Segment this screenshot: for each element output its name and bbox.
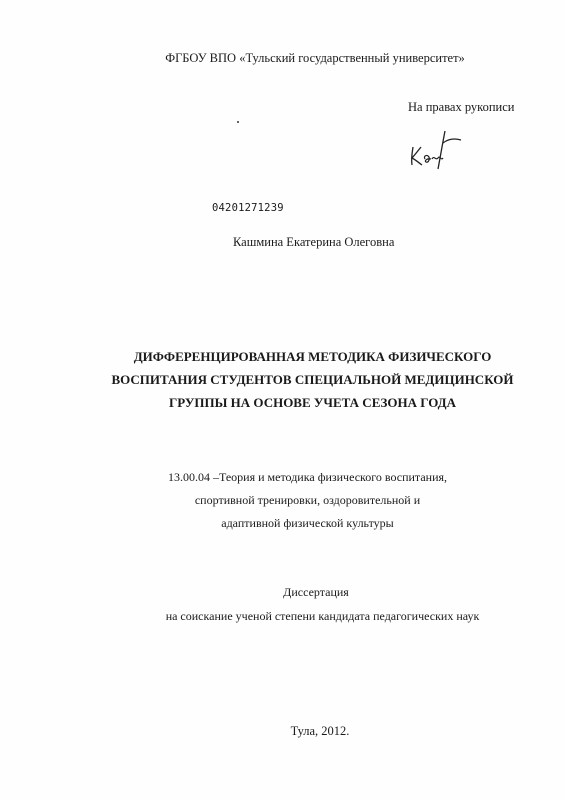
author-name: Кашмина Екатерина Олеговна bbox=[233, 235, 395, 249]
handwritten-signature bbox=[405, 125, 475, 175]
manuscript-rights-note: На правах рукописи bbox=[408, 100, 515, 114]
dissertation-label: Диссертация bbox=[283, 585, 349, 599]
document-code: 04201271239 bbox=[212, 202, 284, 214]
degree-line: на соискание ученой степени кандидата педагогических наук bbox=[165, 609, 480, 623]
institution-name: ФГБОУ ВПО «Тульский государственный университет» bbox=[165, 51, 465, 65]
stray-dot bbox=[237, 121, 239, 123]
city-year: Тула, 2012. bbox=[290, 724, 350, 738]
title-line-2: ВОСПИТАНИЯ СТУДЕНТОВ СПЕЦИАЛЬНОЙ МЕДИЦИНСКОЙ bbox=[111, 372, 514, 387]
specialty-line-3: адаптивной физической культуры bbox=[221, 516, 394, 530]
title-line-1: ДИФФЕРЕНЦИРОВАННАЯ МЕТОДИКА ФИЗИЧЕСКОГО bbox=[133, 349, 492, 364]
specialty-line-2: спортивной тренировки, оздоровительной и bbox=[194, 493, 421, 507]
title-line-3: ГРУППЫ НА ОСНОВЕ УЧЕТА СЕЗОНА ГОДА bbox=[169, 395, 456, 410]
specialty-line-1: 13.00.04 –Теория и методика физического воспитания, bbox=[167, 470, 448, 484]
